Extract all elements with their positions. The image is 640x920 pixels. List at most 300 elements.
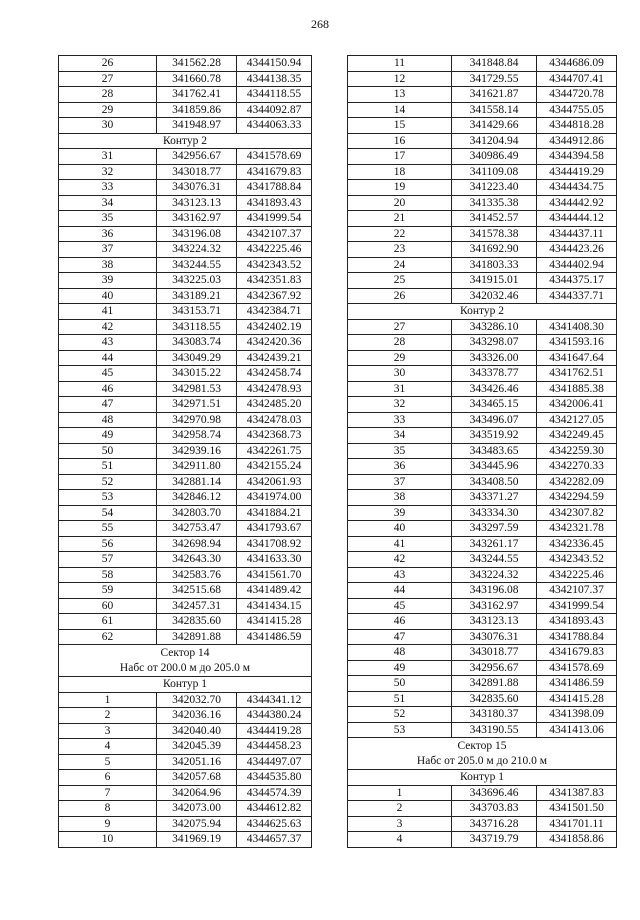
table-row: [59, 226, 312, 242]
y-coordinate-cell: 4341501.50: [537, 801, 617, 817]
table-row: [348, 722, 617, 738]
point-number-cell: 21: [348, 211, 452, 227]
point-number-cell: 23: [348, 242, 452, 258]
y-coordinate-cell: 4341578.69: [237, 149, 312, 165]
y-coordinate-cell: 4341578.69: [537, 660, 617, 676]
table-row: [59, 211, 312, 227]
table-row: [348, 629, 617, 645]
point-number-cell: 52: [59, 474, 157, 490]
y-coordinate-cell: 4342384.71: [237, 304, 312, 320]
y-coordinate-cell: 4341788.84: [237, 180, 312, 196]
x-coordinate-cell: 343123.13: [157, 195, 237, 211]
table-row: [348, 552, 617, 568]
point-number-cell: 4: [59, 739, 157, 755]
y-coordinate-cell: 4341893.43: [237, 195, 312, 211]
x-coordinate-cell: 342075.94: [157, 816, 237, 832]
x-coordinate-cell: 340986.49: [452, 149, 537, 165]
point-number-cell: 39: [59, 273, 157, 289]
point-number-cell: 9: [59, 816, 157, 832]
x-coordinate-cell: 342051.16: [157, 754, 237, 770]
point-number-cell: 58: [59, 567, 157, 583]
table-row: [59, 56, 312, 72]
x-coordinate-cell: 343118.55: [157, 319, 237, 335]
table-row: [59, 459, 312, 475]
point-number-cell: 43: [59, 335, 157, 351]
table-row: [348, 102, 617, 118]
y-coordinate-cell: 4344535.80: [237, 770, 312, 786]
y-coordinate-cell: 4341679.83: [237, 164, 312, 180]
point-number-cell: 46: [59, 381, 157, 397]
table-row: [59, 598, 312, 614]
sector-depth-range: Набс от 200.0 м до 205.0 м: [119, 661, 251, 674]
y-coordinate-cell: 4341593.16: [537, 335, 617, 351]
x-coordinate-cell: 343297.59: [452, 521, 537, 537]
point-number-cell: 56: [59, 536, 157, 552]
table-row: [348, 319, 617, 335]
point-number-cell: 42: [59, 319, 157, 335]
point-number-cell: 33: [348, 412, 452, 428]
y-coordinate-cell: 4341561.70: [237, 567, 312, 583]
point-number-cell: 8: [59, 801, 157, 817]
table-row: [348, 381, 617, 397]
x-coordinate-cell: 343261.17: [452, 536, 537, 552]
table-row: [59, 801, 312, 817]
table-row: [59, 614, 312, 630]
right-table-body: [348, 56, 617, 848]
x-coordinate-cell: 343076.31: [157, 180, 237, 196]
y-coordinate-cell: 4344394.58: [537, 149, 617, 165]
point-number-cell: 35: [59, 211, 157, 227]
y-coordinate-cell: 4344458.23: [237, 739, 312, 755]
x-coordinate-cell: 342981.53: [157, 381, 237, 397]
y-coordinate-cell: 4344380.24: [237, 708, 312, 724]
table-row: [59, 785, 312, 801]
x-coordinate-cell: 342958.74: [157, 428, 237, 444]
y-coordinate-cell: 4344118.55: [237, 87, 312, 103]
x-coordinate-cell: 343225.03: [157, 273, 237, 289]
x-coordinate-cell: 341223.40: [452, 180, 537, 196]
point-number-cell: 50: [59, 443, 157, 459]
table-row: [59, 397, 312, 413]
x-coordinate-cell: 343015.22: [157, 366, 237, 382]
table-row: [59, 552, 312, 568]
section-heading: [59, 645, 312, 677]
table-row: [59, 180, 312, 196]
y-coordinate-cell: 4344150.94: [237, 56, 312, 72]
x-coordinate-cell: 343426.46: [452, 381, 537, 397]
x-coordinate-cell: 341729.55: [452, 71, 537, 87]
point-number-cell: 26: [348, 288, 452, 304]
table-row: [59, 567, 312, 583]
x-coordinate-cell: 341948.97: [157, 118, 237, 134]
y-coordinate-cell: 4341387.83: [537, 785, 617, 801]
point-number-cell: 29: [348, 350, 452, 366]
point-number-cell: 2: [348, 801, 452, 817]
table-row: [348, 490, 617, 506]
point-number-cell: 4: [348, 832, 452, 848]
y-coordinate-cell: 4344419.28: [237, 723, 312, 739]
table-row: [348, 474, 617, 490]
table-row: [59, 708, 312, 724]
y-coordinate-cell: 4342336.45: [537, 536, 617, 552]
table-row: [59, 583, 312, 599]
y-coordinate-cell: 4344402.94: [537, 257, 617, 273]
table-row: [348, 257, 617, 273]
point-number-cell: 7: [59, 785, 157, 801]
x-coordinate-cell: 343244.55: [452, 552, 537, 568]
table-row: [348, 350, 617, 366]
y-coordinate-cell: 4344375.17: [537, 273, 617, 289]
y-coordinate-cell: 4342367.92: [237, 288, 312, 304]
section-heading-row: [348, 738, 617, 770]
y-coordinate-cell: 4344092.87: [237, 102, 312, 118]
x-coordinate-cell: 341848.84: [452, 56, 537, 72]
point-number-cell: 28: [348, 335, 452, 351]
x-coordinate-cell: 343716.28: [452, 816, 537, 832]
y-coordinate-cell: 4342225.46: [537, 567, 617, 583]
x-coordinate-cell: 342515.68: [157, 583, 237, 599]
point-number-cell: 31: [59, 149, 157, 165]
x-coordinate-cell: 342073.00: [157, 801, 237, 817]
y-coordinate-cell: 4341633.30: [237, 552, 312, 568]
section-heading-row: [59, 645, 312, 677]
table-row: [348, 118, 617, 134]
x-coordinate-cell: 343445.96: [452, 459, 537, 475]
x-coordinate-cell: 342064.96: [157, 785, 237, 801]
point-number-cell: 22: [348, 226, 452, 242]
x-coordinate-cell: 343224.32: [452, 567, 537, 583]
point-number-cell: 16: [348, 133, 452, 149]
x-coordinate-cell: 343190.55: [452, 722, 537, 738]
x-coordinate-cell: 341660.78: [157, 71, 237, 87]
y-coordinate-cell: 4342420.36: [237, 335, 312, 351]
table-row: [348, 412, 617, 428]
y-coordinate-cell: 4341434.15: [237, 598, 312, 614]
table-row: [59, 350, 312, 366]
point-number-cell: 51: [59, 459, 157, 475]
x-coordinate-cell: 341621.87: [452, 87, 537, 103]
x-coordinate-cell: 343076.31: [452, 629, 537, 645]
table-row: [59, 428, 312, 444]
x-coordinate-cell: 343123.13: [452, 614, 537, 630]
section-heading-row: [59, 133, 312, 149]
table-row: [59, 304, 312, 320]
point-number-cell: 42: [348, 552, 452, 568]
y-coordinate-cell: 4342155.24: [237, 459, 312, 475]
point-number-cell: 60: [59, 598, 157, 614]
y-coordinate-cell: 4342259.30: [537, 443, 617, 459]
table-row: [348, 583, 617, 599]
section-heading: [348, 738, 617, 770]
point-number-cell: 10: [59, 832, 157, 848]
y-coordinate-cell: 4344755.05: [537, 102, 617, 118]
y-coordinate-cell: 4341974.00: [237, 490, 312, 506]
y-coordinate-cell: 4341762.51: [537, 366, 617, 382]
x-coordinate-cell: 342891.88: [452, 676, 537, 692]
point-number-cell: 26: [59, 56, 157, 72]
y-coordinate-cell: 4344138.35: [237, 71, 312, 87]
x-coordinate-cell: 343703.83: [452, 801, 537, 817]
sector-title: Сектор 14: [160, 646, 210, 659]
table-row: [348, 164, 617, 180]
table-row: [348, 397, 617, 413]
point-number-cell: 27: [348, 319, 452, 335]
table-row: [348, 71, 617, 87]
x-coordinate-cell: 341562.28: [157, 56, 237, 72]
x-coordinate-cell: 342956.67: [157, 149, 237, 165]
table-row: [59, 195, 312, 211]
point-number-cell: 45: [59, 366, 157, 382]
x-coordinate-cell: 342891.88: [157, 629, 237, 645]
point-number-cell: 20: [348, 195, 452, 211]
x-coordinate-cell: 342911.80: [157, 459, 237, 475]
y-coordinate-cell: 4342351.83: [237, 273, 312, 289]
x-coordinate-cell: 341692.90: [452, 242, 537, 258]
table-row: [59, 490, 312, 506]
point-number-cell: 48: [348, 645, 452, 661]
point-number-cell: 34: [348, 428, 452, 444]
y-coordinate-cell: 4341999.54: [537, 598, 617, 614]
point-number-cell: 30: [348, 366, 452, 382]
point-number-cell: 12: [348, 71, 452, 87]
y-coordinate-cell: 4341679.83: [537, 645, 617, 661]
x-coordinate-cell: 341335.38: [452, 195, 537, 211]
table-row: [348, 536, 617, 552]
section-heading-row: [348, 304, 617, 320]
y-coordinate-cell: 4344912.86: [537, 133, 617, 149]
y-coordinate-cell: 4344707.41: [537, 71, 617, 87]
x-coordinate-cell: 342457.31: [157, 598, 237, 614]
table-row: [59, 164, 312, 180]
x-coordinate-cell: 343162.97: [452, 598, 537, 614]
y-coordinate-cell: 4344612.82: [237, 801, 312, 817]
y-coordinate-cell: 4342107.37: [237, 226, 312, 242]
table-row: [59, 832, 312, 848]
y-coordinate-cell: 4341413.06: [537, 722, 617, 738]
table-row: [348, 459, 617, 475]
y-coordinate-cell: 4341701.11: [537, 816, 617, 832]
table-row: [348, 645, 617, 661]
table-row: [59, 692, 312, 708]
table-row: [59, 723, 312, 739]
point-number-cell: 6: [59, 770, 157, 786]
y-coordinate-cell: 4344434.75: [537, 180, 617, 196]
x-coordinate-cell: 342971.51: [157, 397, 237, 413]
x-coordinate-cell: 342846.12: [157, 490, 237, 506]
x-coordinate-cell: 343196.08: [452, 583, 537, 599]
y-coordinate-cell: 4342294.59: [537, 490, 617, 506]
point-number-cell: 49: [348, 660, 452, 676]
x-coordinate-cell: 343696.46: [452, 785, 537, 801]
table-row: [59, 242, 312, 258]
x-coordinate-cell: 341558.14: [452, 102, 537, 118]
x-coordinate-cell: 343519.92: [452, 428, 537, 444]
y-coordinate-cell: 4341415.28: [537, 691, 617, 707]
table-row: [59, 381, 312, 397]
x-coordinate-cell: 343465.15: [452, 397, 537, 413]
y-coordinate-cell: 4341793.67: [237, 521, 312, 537]
x-coordinate-cell: 343153.71: [157, 304, 237, 320]
table-row: [59, 474, 312, 490]
y-coordinate-cell: 4341408.30: [537, 319, 617, 335]
y-coordinate-cell: 4341885.38: [537, 381, 617, 397]
point-number-cell: 43: [348, 567, 452, 583]
table-row: [348, 785, 617, 801]
y-coordinate-cell: 4344720.78: [537, 87, 617, 103]
point-number-cell: 53: [59, 490, 157, 506]
y-coordinate-cell: 4342061.93: [237, 474, 312, 490]
y-coordinate-cell: 4341893.43: [537, 614, 617, 630]
table-row: [59, 335, 312, 351]
y-coordinate-cell: 4344419.29: [537, 164, 617, 180]
x-coordinate-cell: 343334.30: [452, 505, 537, 521]
x-coordinate-cell: 343180.37: [452, 707, 537, 723]
table-row: [59, 319, 312, 335]
y-coordinate-cell: 4344574.39: [237, 785, 312, 801]
x-coordinate-cell: 343483.65: [452, 443, 537, 459]
x-coordinate-cell: 342032.70: [157, 692, 237, 708]
point-number-cell: 28: [59, 87, 157, 103]
x-coordinate-cell: 342698.94: [157, 536, 237, 552]
x-coordinate-cell: 341803.33: [452, 257, 537, 273]
point-number-cell: 41: [59, 304, 157, 320]
point-number-cell: 54: [59, 505, 157, 521]
x-coordinate-cell: 342939.16: [157, 443, 237, 459]
table-row: [348, 832, 617, 848]
x-coordinate-cell: 342040.40: [157, 723, 237, 739]
point-number-cell: 5: [59, 754, 157, 770]
point-number-cell: 37: [348, 474, 452, 490]
y-coordinate-cell: 4344444.12: [537, 211, 617, 227]
table-row: [59, 816, 312, 832]
point-number-cell: 30: [59, 118, 157, 134]
table-row: [348, 707, 617, 723]
table-row: [348, 149, 617, 165]
table-row: [348, 816, 617, 832]
point-number-cell: 36: [348, 459, 452, 475]
x-coordinate-cell: 341429.66: [452, 118, 537, 134]
point-number-cell: 53: [348, 722, 452, 738]
page-number: 268: [311, 17, 329, 31]
table-row: [348, 288, 617, 304]
x-coordinate-cell: 343286.10: [452, 319, 537, 335]
point-number-cell: 51: [348, 691, 452, 707]
sector-depth-range: Набс от 205.0 м до 210.0 м: [416, 754, 548, 767]
point-number-cell: 59: [59, 583, 157, 599]
y-coordinate-cell: 4342343.52: [537, 552, 617, 568]
y-coordinate-cell: 4344818.28: [537, 118, 617, 134]
table-row: [348, 180, 617, 196]
table-row: [348, 56, 617, 72]
y-coordinate-cell: 4344442.92: [537, 195, 617, 211]
x-coordinate-cell: 342835.60: [157, 614, 237, 630]
point-number-cell: 44: [348, 583, 452, 599]
point-number-cell: 32: [59, 164, 157, 180]
table-row: [348, 87, 617, 103]
x-coordinate-cell: 342881.14: [157, 474, 237, 490]
section-heading-row: [348, 770, 617, 786]
x-coordinate-cell: 343083.74: [157, 335, 237, 351]
table-row: [348, 801, 617, 817]
y-coordinate-cell: 4341999.54: [237, 211, 312, 227]
x-coordinate-cell: 342970.98: [157, 412, 237, 428]
x-coordinate-cell: 343326.00: [452, 350, 537, 366]
y-coordinate-cell: 4344423.26: [537, 242, 617, 258]
y-coordinate-cell: 4344625.63: [237, 816, 312, 832]
table-row: [59, 257, 312, 273]
section-heading: Контур 1: [59, 677, 312, 693]
x-coordinate-cell: 341109.08: [452, 164, 537, 180]
point-number-cell: 39: [348, 505, 452, 521]
point-number-cell: 38: [59, 257, 157, 273]
x-coordinate-cell: 343408.50: [452, 474, 537, 490]
y-coordinate-cell: 4342478.93: [237, 381, 312, 397]
y-coordinate-cell: 4342127.05: [537, 412, 617, 428]
table-row: [348, 195, 617, 211]
y-coordinate-cell: 4342485.20: [237, 397, 312, 413]
x-coordinate-cell: 342045.39: [157, 739, 237, 755]
point-number-cell: 18: [348, 164, 452, 180]
x-coordinate-cell: 343244.55: [157, 257, 237, 273]
coordinates-table-right: [347, 55, 617, 848]
point-number-cell: 44: [59, 350, 157, 366]
y-coordinate-cell: 4344437.11: [537, 226, 617, 242]
x-coordinate-cell: 342956.67: [452, 660, 537, 676]
point-number-cell: 49: [59, 428, 157, 444]
x-coordinate-cell: 343189.21: [157, 288, 237, 304]
x-coordinate-cell: 343018.77: [452, 645, 537, 661]
point-number-cell: 19: [348, 180, 452, 196]
table-row: [59, 102, 312, 118]
y-coordinate-cell: 4342458.74: [237, 366, 312, 382]
x-coordinate-cell: 343371.27: [452, 490, 537, 506]
y-coordinate-cell: 4344337.71: [537, 288, 617, 304]
point-number-cell: 11: [348, 56, 452, 72]
table-row: [348, 133, 617, 149]
x-coordinate-cell: 343298.07: [452, 335, 537, 351]
table-row: [348, 211, 617, 227]
y-coordinate-cell: 4342478.03: [237, 412, 312, 428]
point-number-cell: 52: [348, 707, 452, 723]
point-number-cell: 45: [348, 598, 452, 614]
y-coordinate-cell: 4342368.73: [237, 428, 312, 444]
point-number-cell: 50: [348, 676, 452, 692]
x-coordinate-cell: 342803.70: [157, 505, 237, 521]
y-coordinate-cell: 4341486.59: [237, 629, 312, 645]
x-coordinate-cell: 343196.08: [157, 226, 237, 242]
x-coordinate-cell: 342753.47: [157, 521, 237, 537]
y-coordinate-cell: 4341788.84: [537, 629, 617, 645]
y-coordinate-cell: 4341708.92: [237, 536, 312, 552]
point-number-cell: 57: [59, 552, 157, 568]
x-coordinate-cell: 341859.86: [157, 102, 237, 118]
point-number-cell: 41: [348, 536, 452, 552]
x-coordinate-cell: 342583.76: [157, 567, 237, 583]
table-row: [348, 366, 617, 382]
point-number-cell: 13: [348, 87, 452, 103]
y-coordinate-cell: 4341858.86: [537, 832, 617, 848]
x-coordinate-cell: 343496.07: [452, 412, 537, 428]
table-row: [348, 505, 617, 521]
x-coordinate-cell: 341969.19: [157, 832, 237, 848]
table-row: [59, 739, 312, 755]
x-coordinate-cell: 341762.41: [157, 87, 237, 103]
table-row: [348, 242, 617, 258]
table-row: [348, 691, 617, 707]
table-row: [59, 71, 312, 87]
y-coordinate-cell: 4341647.64: [537, 350, 617, 366]
x-coordinate-cell: 342032.46: [452, 288, 537, 304]
